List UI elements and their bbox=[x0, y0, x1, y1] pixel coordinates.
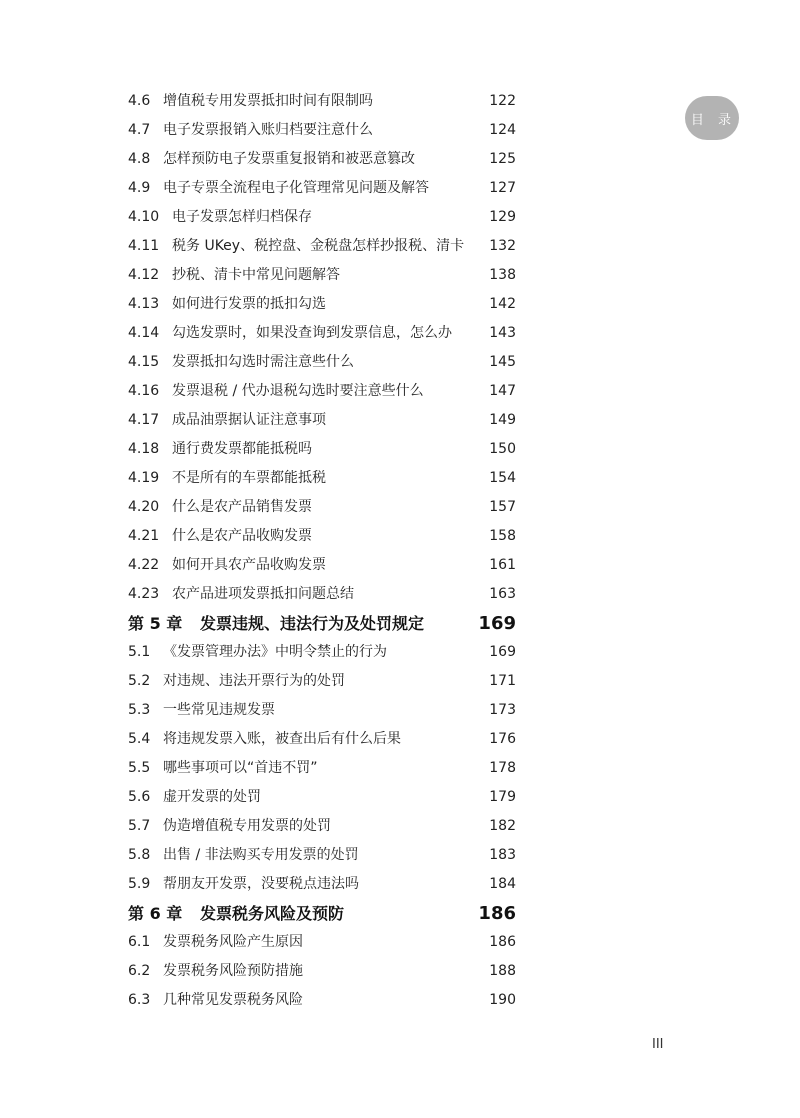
page-ref: 127 bbox=[489, 180, 516, 196]
section-number: 5.6 bbox=[128, 789, 151, 805]
section-title: 帮朋友开发票，没要税点违法吗 bbox=[163, 876, 359, 892]
toc-section-row bbox=[128, 232, 516, 261]
page-ref: 142 bbox=[489, 296, 516, 312]
section-title: 电子发票报销入账归档要注意什么 bbox=[163, 122, 373, 138]
page-ref: 186 bbox=[489, 934, 516, 950]
toc-section-row bbox=[128, 551, 516, 580]
toc-chapter-row bbox=[128, 899, 516, 928]
page-ref: 182 bbox=[489, 818, 516, 834]
section-number: 6.3 bbox=[128, 992, 151, 1008]
page-ref: 186 bbox=[478, 903, 516, 924]
toc-side-tab: 目 录 bbox=[685, 96, 739, 140]
toc-section-row bbox=[128, 87, 516, 116]
toc-section-row bbox=[128, 290, 516, 319]
page-ref: 125 bbox=[489, 151, 516, 167]
section-title: 伪造增值税专用发票的处罚 bbox=[163, 818, 331, 834]
toc-section-row bbox=[128, 783, 516, 812]
page-ref: 143 bbox=[489, 325, 516, 341]
section-number: 4.22 bbox=[128, 557, 160, 573]
page-ref: 176 bbox=[489, 731, 516, 747]
page-ref: 179 bbox=[489, 789, 516, 805]
toc-section-row bbox=[128, 841, 516, 870]
section-number: 4.14 bbox=[128, 325, 160, 341]
section-title: 对违规、违法开票行为的处罚 bbox=[163, 673, 345, 689]
section-number: 4.12 bbox=[128, 267, 160, 283]
section-title: 如何进行发票的抵扣勾选 bbox=[172, 296, 326, 312]
toc-section-row bbox=[128, 116, 516, 145]
toc-section-row bbox=[128, 406, 516, 435]
chapter-title: 发票违规、违法行为及处罚规定 bbox=[200, 614, 425, 633]
page-ref: 184 bbox=[489, 876, 516, 892]
section-title: 什么是农产品销售发票 bbox=[172, 499, 312, 515]
section-title: 将违规发票入账，被查出后有什么后果 bbox=[163, 731, 401, 747]
section-title: 勾选发票时，如果没查询到发票信息，怎么办 bbox=[172, 325, 452, 341]
toc-section-row bbox=[128, 261, 516, 290]
page-ref: 169 bbox=[489, 644, 516, 660]
section-number: 4.16 bbox=[128, 383, 160, 399]
page-ref: 132 bbox=[489, 238, 516, 254]
section-title: 成品油票据认证注意事项 bbox=[172, 412, 326, 428]
section-title: 什么是农产品收购发票 bbox=[172, 528, 312, 544]
page-ref: 183 bbox=[489, 847, 516, 863]
section-title: 发票抵扣勾选时需注意些什么 bbox=[172, 354, 354, 370]
section-title: 怎样预防电子发票重复报销和被恶意篡改 bbox=[163, 151, 415, 167]
section-title: 哪些事项可以“首违不罚” bbox=[163, 760, 318, 776]
section-number: 5.7 bbox=[128, 818, 151, 834]
toc-section-row bbox=[128, 638, 516, 667]
section-title: 电子专票全流程电子化管理常见问题及解答 bbox=[163, 180, 429, 196]
page-ref: 158 bbox=[489, 528, 516, 544]
page-ref: 122 bbox=[489, 93, 516, 109]
toc-section-row bbox=[128, 319, 516, 348]
chapter-number: 第 5 章 bbox=[128, 614, 183, 633]
section-title: 发票退税 / 代办退税勾选时要注意些什么 bbox=[172, 383, 424, 399]
page-ref: 129 bbox=[489, 209, 516, 225]
section-title: 一些常见违规发票 bbox=[163, 702, 275, 718]
section-number: 4.11 bbox=[128, 238, 160, 254]
section-title: 电子发票怎样归档保存 bbox=[172, 209, 312, 225]
page-ref: 154 bbox=[489, 470, 516, 486]
page-ref: 138 bbox=[489, 267, 516, 283]
page-number: III bbox=[652, 1037, 664, 1052]
toc-section-row bbox=[128, 667, 516, 696]
section-number: 4.17 bbox=[128, 412, 160, 428]
section-number: 6.1 bbox=[128, 934, 151, 950]
section-title: 农产品进项发票抵扣问题总结 bbox=[172, 586, 354, 602]
toc-section-row bbox=[128, 435, 516, 464]
toc-section-row bbox=[128, 928, 516, 957]
toc-section-row bbox=[128, 203, 516, 232]
section-number: 5.8 bbox=[128, 847, 151, 863]
section-number: 4.23 bbox=[128, 586, 160, 602]
toc-section-row bbox=[128, 493, 516, 522]
page-ref: 157 bbox=[489, 499, 516, 515]
toc-section-row bbox=[128, 174, 516, 203]
page-ref: 163 bbox=[489, 586, 516, 602]
page-ref: 173 bbox=[489, 702, 516, 718]
section-number: 4.6 bbox=[128, 93, 151, 109]
section-title: 发票税务风险产生原因 bbox=[163, 934, 303, 950]
section-title: 不是所有的车票都能抵税 bbox=[172, 470, 326, 486]
section-title: 抄税、清卡中常见问题解答 bbox=[172, 267, 340, 283]
toc-section-row bbox=[128, 870, 516, 899]
page-ref: 169 bbox=[478, 613, 516, 634]
section-number: 4.20 bbox=[128, 499, 160, 515]
section-number: 4.18 bbox=[128, 441, 160, 457]
section-title: 《发票管理办法》中明令禁止的行为 bbox=[163, 644, 387, 660]
page-ref: 149 bbox=[489, 412, 516, 428]
section-number: 5.5 bbox=[128, 760, 151, 776]
toc-section-row bbox=[128, 377, 516, 406]
section-title: 出售 / 非法购买专用发票的处罚 bbox=[163, 847, 359, 863]
page-ref: 124 bbox=[489, 122, 516, 138]
page-ref: 188 bbox=[489, 963, 516, 979]
table-of-contents bbox=[128, 87, 516, 1015]
toc-chapter-row bbox=[128, 609, 516, 638]
section-title: 税务 UKey、税控盘、金税盘怎样抄报税、清卡 bbox=[172, 238, 465, 254]
section-number: 4.7 bbox=[128, 122, 151, 138]
page-ref: 161 bbox=[489, 557, 516, 573]
section-number: 6.2 bbox=[128, 963, 151, 979]
page-ref: 190 bbox=[489, 992, 516, 1008]
section-number: 5.3 bbox=[128, 702, 151, 718]
section-number: 5.2 bbox=[128, 673, 151, 689]
section-number: 4.10 bbox=[128, 209, 160, 225]
section-title: 虚开发票的处罚 bbox=[163, 789, 261, 805]
section-number: 5.1 bbox=[128, 644, 151, 660]
toc-section-row bbox=[128, 754, 516, 783]
toc-section-row bbox=[128, 986, 516, 1015]
page-ref: 150 bbox=[489, 441, 516, 457]
toc-section-row bbox=[128, 464, 516, 493]
section-number: 4.8 bbox=[128, 151, 151, 167]
section-number: 5.4 bbox=[128, 731, 151, 747]
toc-section-row bbox=[128, 348, 516, 377]
chapter-title: 发票税务风险及预防 bbox=[200, 904, 345, 923]
toc-section-row bbox=[128, 957, 516, 986]
page-ref: 171 bbox=[489, 673, 516, 689]
section-number: 4.9 bbox=[128, 180, 151, 196]
page-ref: 178 bbox=[489, 760, 516, 776]
section-title: 如何开具农产品收购发票 bbox=[172, 557, 326, 573]
section-title: 发票税务风险预防措施 bbox=[163, 963, 303, 979]
chapter-number: 第 6 章 bbox=[128, 904, 183, 923]
page-ref: 147 bbox=[489, 383, 516, 399]
section-title: 几种常见发票税务风险 bbox=[163, 992, 303, 1008]
section-title: 增值税专用发票抵扣时间有限制吗 bbox=[163, 93, 373, 109]
section-number: 4.15 bbox=[128, 354, 160, 370]
page-ref: 145 bbox=[489, 354, 516, 370]
toc-section-row bbox=[128, 696, 516, 725]
section-number: 4.21 bbox=[128, 528, 160, 544]
section-title: 通行费发票都能抵税吗 bbox=[172, 441, 312, 457]
toc-section-row bbox=[128, 522, 516, 551]
toc-section-row bbox=[128, 580, 516, 609]
section-number: 4.19 bbox=[128, 470, 160, 486]
section-number: 4.13 bbox=[128, 296, 160, 312]
toc-section-row bbox=[128, 725, 516, 754]
toc-section-row bbox=[128, 145, 516, 174]
section-number: 5.9 bbox=[128, 876, 151, 892]
toc-section-row bbox=[128, 812, 516, 841]
